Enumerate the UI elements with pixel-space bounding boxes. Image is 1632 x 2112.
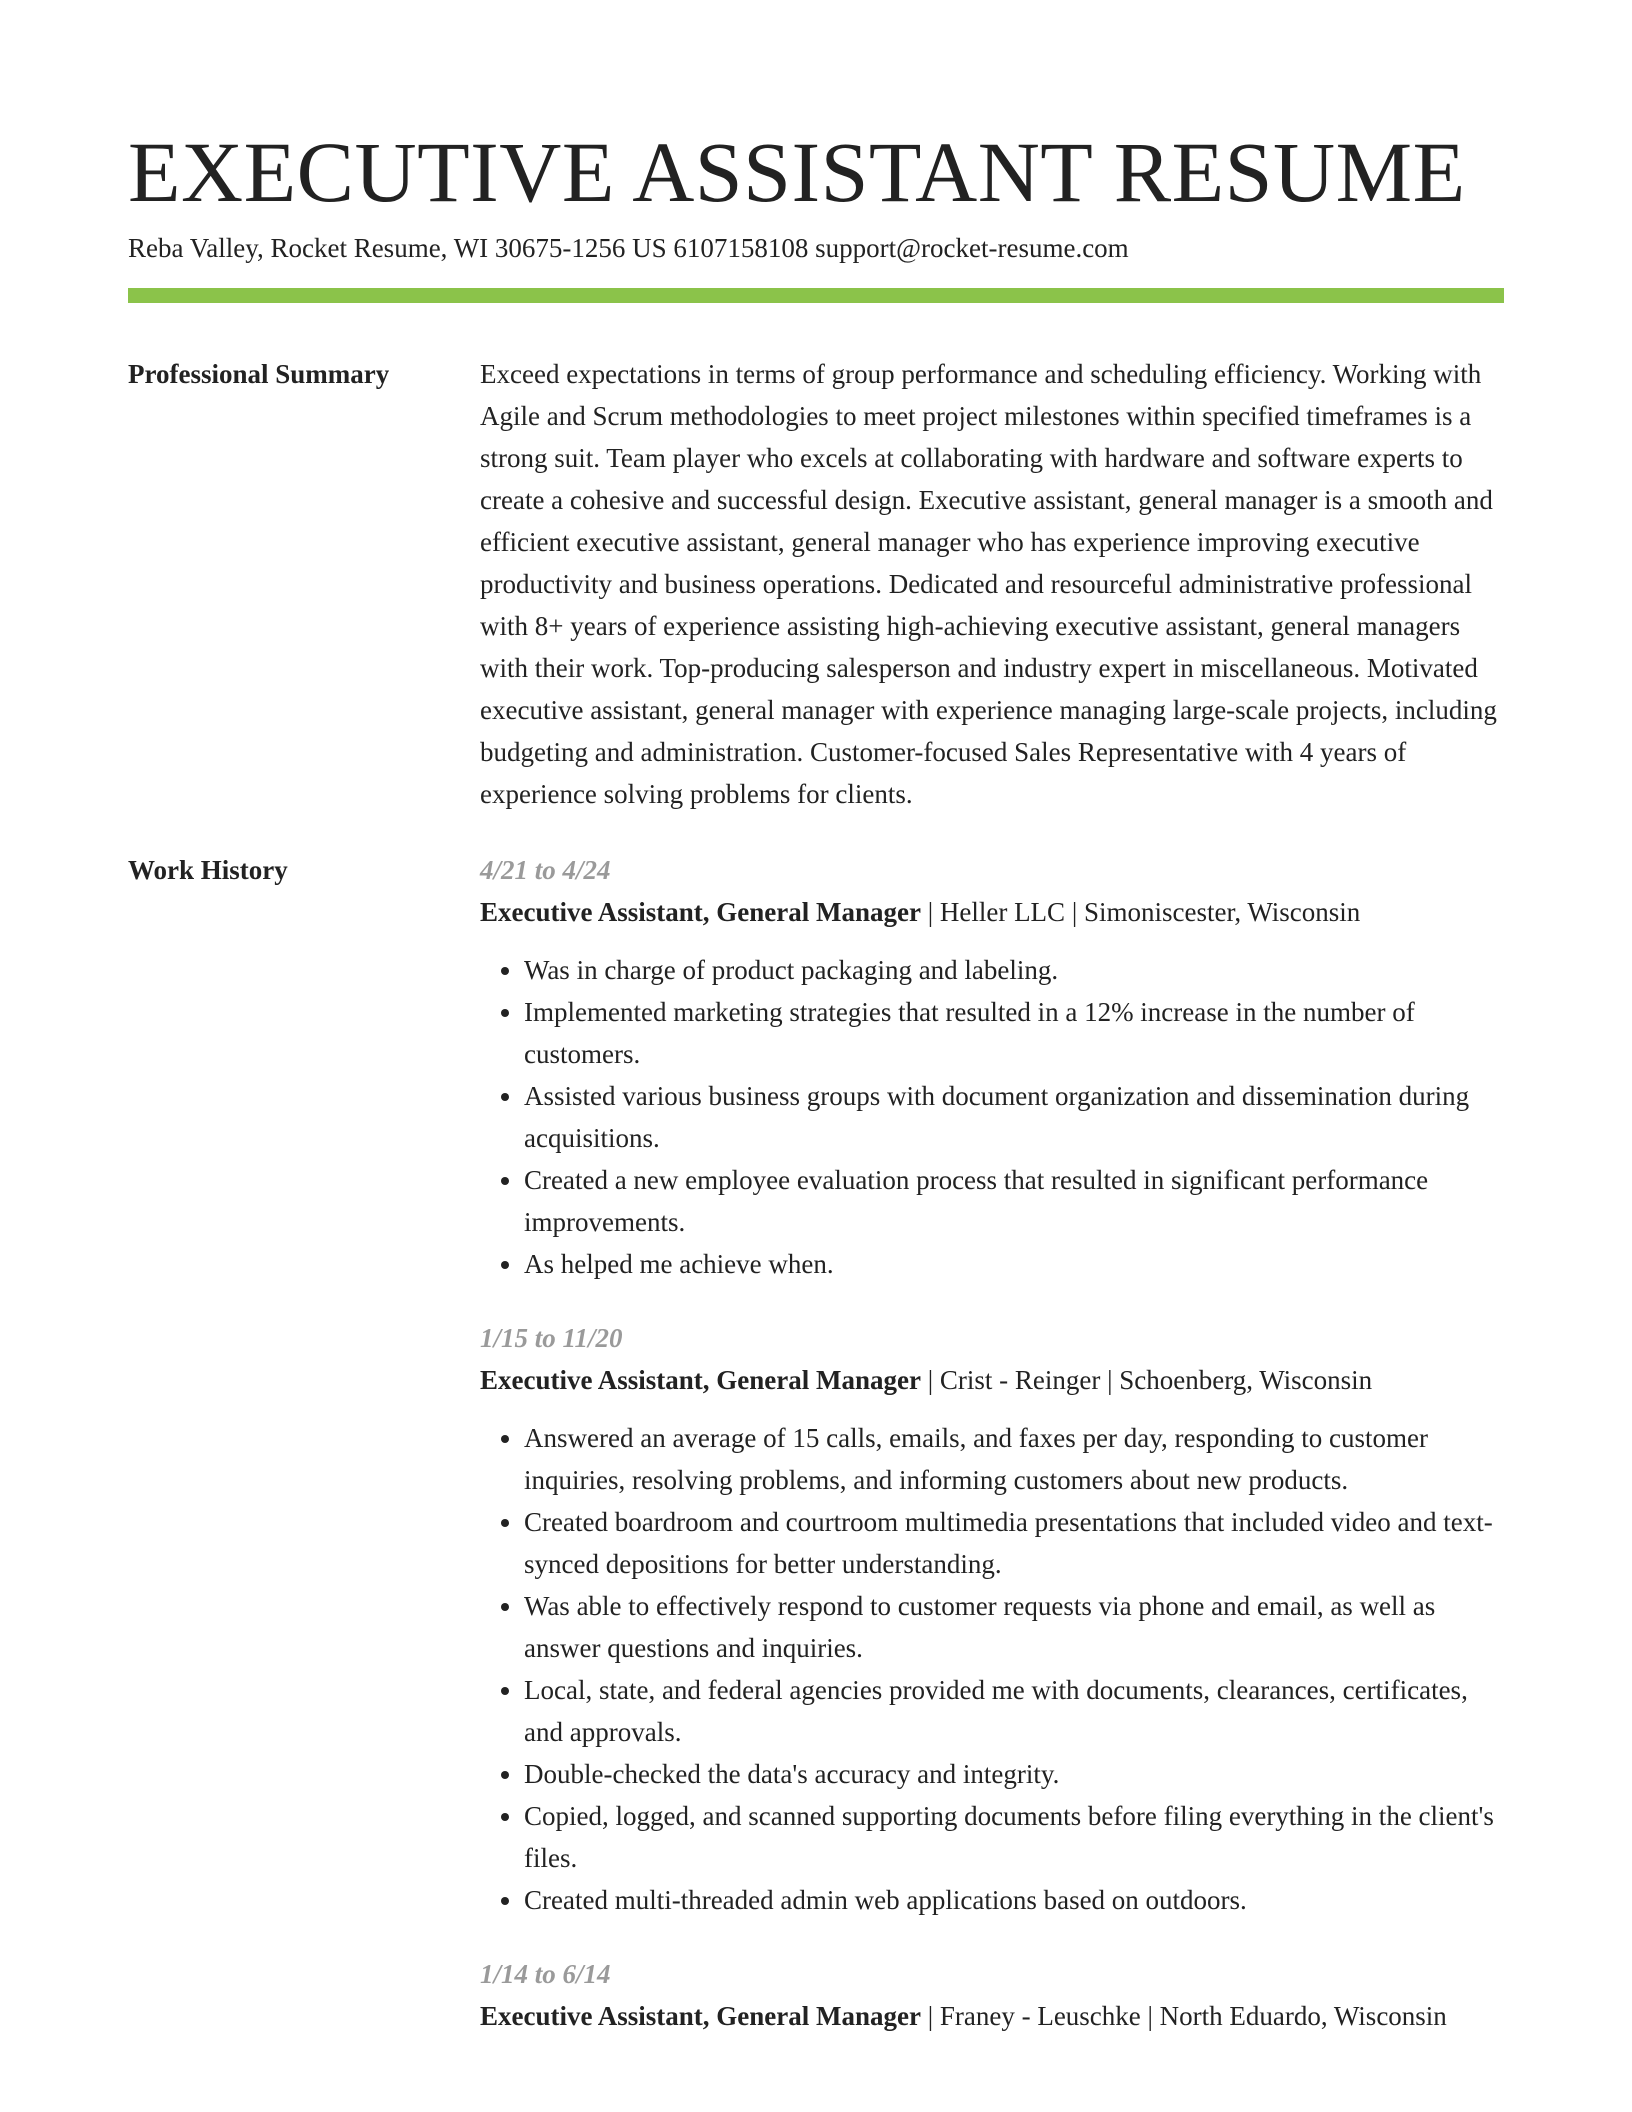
job-bullet-list	[480, 949, 1504, 1285]
job-entry	[480, 1953, 1504, 2037]
job-bullet: • Local, state, and federal agencies provided me with documents, clearances, certificates, and approvals.	[524, 1669, 1504, 1753]
job-bullet: • Created a new employee evaluation process that resulted in significant performance improvements.	[524, 1159, 1504, 1243]
job-heading	[480, 891, 1504, 933]
job-heading	[480, 1995, 1504, 2037]
job-bullet: • Implemented marketing strategies that resulted in a 12% increase in the number of customers.	[524, 991, 1504, 1075]
job-dates: 1/14 to 6/14	[480, 1959, 611, 1989]
job-bullet: • Was able to effectively respond to customer requests via phone and email, as well as answer questions and inquiries.	[524, 1585, 1504, 1669]
job-bullet: • Copied, logged, and scanned supporting documents before filing everything in the client's files.	[524, 1795, 1504, 1879]
job-entry	[480, 1317, 1504, 1921]
job-bullet-list	[480, 1417, 1504, 1921]
job-bullet: • Created boardroom and courtroom multimedia presentations that included video and text-synced depositions for better understanding.	[524, 1501, 1504, 1585]
header-divider	[128, 288, 1504, 303]
job-dates: 4/21 to 4/24	[480, 855, 611, 885]
job-bullet: • Was in charge of product packaging and labeling.	[524, 949, 1504, 991]
job-bullet: • Double-checked the data's accuracy and integrity.	[524, 1753, 1504, 1795]
job-bullet: • As helped me achieve when.	[524, 1243, 1504, 1285]
work-history-label: Work History	[128, 855, 288, 885]
job-title: Executive Assistant, General Manager	[480, 2001, 921, 2031]
job-details: | Franey - Leuschke | North Eduardo, Wisconsin	[920, 2001, 1447, 2031]
job-details: | Heller LLC | Simoniscester, Wisconsin	[920, 897, 1361, 927]
job-bullet: • Assisted various business groups with document organization and dissemination during acquisitions.	[524, 1075, 1504, 1159]
summary-label: Professional Summary	[128, 359, 390, 389]
job-entry	[480, 849, 1504, 1285]
summary-section	[128, 353, 1504, 815]
summary-body	[480, 353, 1504, 815]
job-bullet: • Created multi-threaded admin web applications based on outdoors.	[524, 1879, 1504, 1921]
job-heading	[480, 1359, 1504, 1401]
job-details: | Crist - Reinger | Schoenberg, Wisconsin	[920, 1365, 1373, 1395]
resume-page	[128, 122, 1504, 2069]
contact-line: Reba Valley, Rocket Resume, WI 30675-1256 US 6107158108 support@rocket-resume.com	[128, 233, 1129, 263]
work-history-section	[128, 849, 1504, 2069]
summary-text: Exceed expectations in terms of group performance and scheduling efficiency. Working with Agile and Scrum methodologies to meet project milestones within specified timeframes is a strong suit. Team player who excels at collaborating with hardware and software experts to create a cohesive and successful design. Executive assistant, general manager is a smooth and efficient executive assistant, general manager who has experience improving executive productivity and business operations. Dedicated and resourceful administrative professional with 8+ years of experience assisting high-achieving executive assistant, general managers with their work. Top-producing salesperson and industry expert in miscellaneous. Motivated executive assistant, general manager with experience managing large-scale projects, including budgeting and administration. Customer-focused Sales Representative with 4 years of experience solving problems for clients.	[480, 359, 1497, 809]
job-dates: 1/15 to 11/20	[480, 1323, 623, 1353]
job-bullet: • Answered an average of 15 calls, emails, and faxes per day, responding to customer inquiries, resolving problems, and informing customers about new products.	[524, 1417, 1504, 1501]
job-title: Executive Assistant, General Manager	[480, 897, 921, 927]
resume-title: EXECUTIVE ASSISTANT RESUME	[128, 124, 1466, 220]
work-history-body	[480, 849, 1504, 2069]
job-title: Executive Assistant, General Manager	[480, 1365, 921, 1395]
